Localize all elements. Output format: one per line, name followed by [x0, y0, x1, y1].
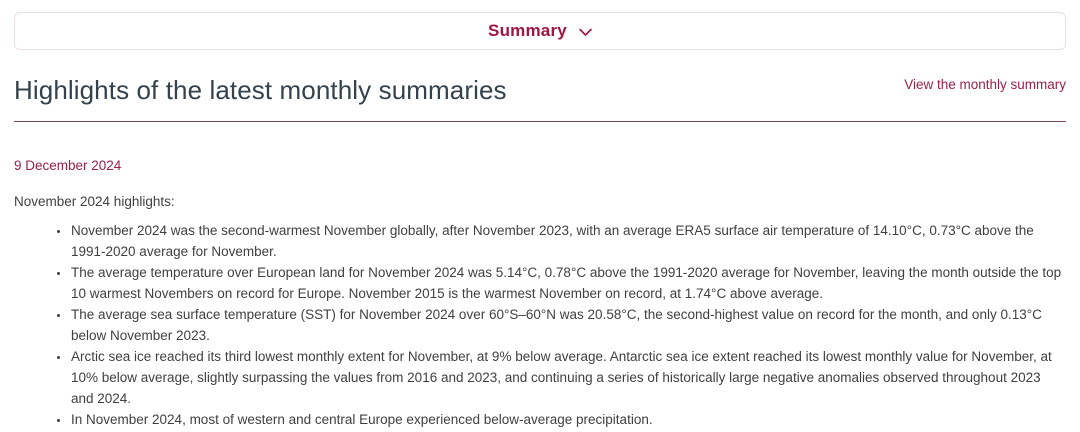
list-item: • Arctic sea ice reached its third lowest monthly extent for November, at 9% below average. Antarctic sea ice extent reached its lowest monthly value for November, at 10% below average, slightly surpassing the values from 2016 and 2023, and continuing a series of historically large negative anomalies observed throughout 2023 and 2024.	[70, 346, 1066, 409]
list-item: • The average sea surface temperature (SST) for November 2024 over 60°S–60°N was 20.58°C, the second-highest value on record for the month, and only 0.13°C below November 2023.	[70, 304, 1066, 346]
view-monthly-summary-link[interactable]: View the monthly summary	[904, 77, 1066, 92]
list-item: • The average temperature over European land for November 2024 was 5.14°C, 0.78°C above the 1991-2020 average for November, leaving the month outside the top 10 warmest Novembers on record for Europe. November 2015 is the warmest November on record, at 1.74°C above average.	[70, 262, 1066, 304]
list-item: • November 2024 was the second-warmest November globally, after November 2023, with an average ERA5 surface air temperature of 14.10°C, 0.73°C above the 1991-2020 average for November.	[70, 220, 1066, 262]
header-row	[14, 75, 1066, 106]
publication-date: 9 December 2024	[14, 158, 122, 173]
header-divider	[14, 121, 1066, 122]
highlights-list	[14, 220, 1066, 430]
summary-accordion-label: Summary	[488, 21, 567, 40]
highlights-intro: November 2024 highlights:	[14, 194, 175, 209]
chevron-down-icon	[579, 28, 592, 37]
summary-accordion-toggle[interactable]	[14, 12, 1066, 50]
page-title: Highlights of the latest monthly summaries	[14, 75, 507, 105]
list-item: • In November 2024, most of western and central Europe experienced below-average precipitation.	[70, 409, 1066, 430]
